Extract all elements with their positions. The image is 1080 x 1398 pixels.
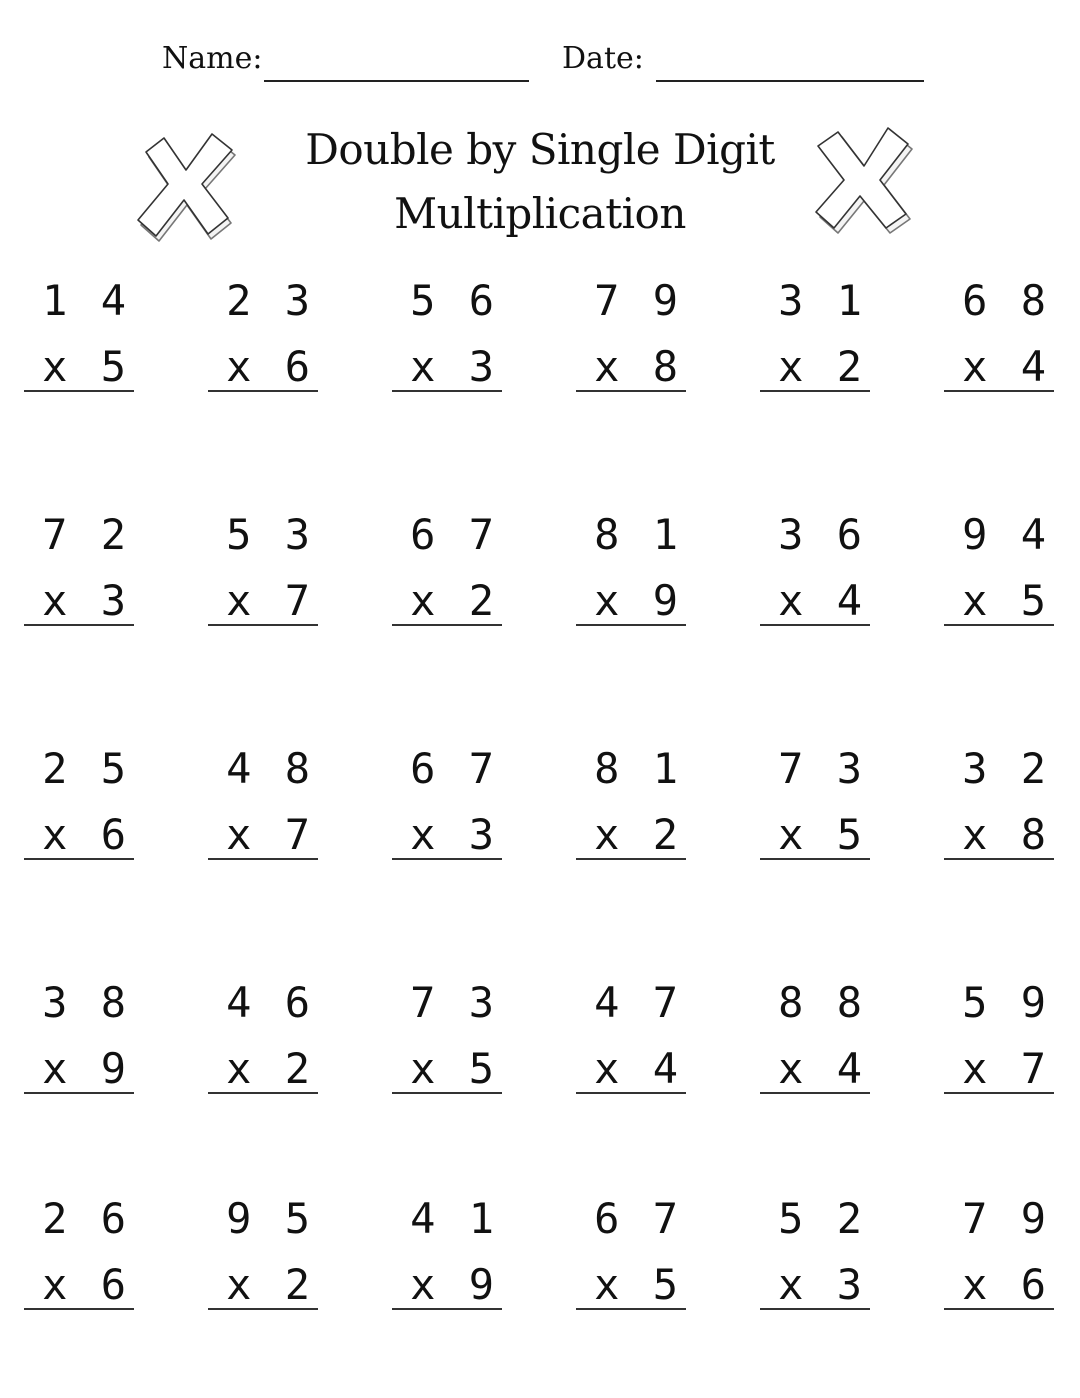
name-blank-line[interactable] <box>264 50 529 82</box>
multiplier: x 5 <box>410 1044 498 1093</box>
problem <box>392 276 502 410</box>
problem <box>760 276 870 410</box>
problem <box>392 744 502 878</box>
answer-line[interactable] <box>576 858 686 860</box>
multiplier: x 4 <box>778 1044 866 1093</box>
problem <box>576 744 686 878</box>
problem <box>944 510 1054 644</box>
answer-line[interactable] <box>24 1308 134 1310</box>
multiplicand: 3 2 <box>962 744 1050 793</box>
problem <box>392 510 502 644</box>
problem <box>392 1194 502 1328</box>
multiplier: x 7 <box>226 576 314 625</box>
multiplier: x 6 <box>42 1260 130 1309</box>
multiplicand: 5 3 <box>226 510 314 559</box>
problem <box>24 744 134 878</box>
title-line-1: Double by Single Digit <box>305 125 775 174</box>
problem <box>760 510 870 644</box>
answer-line[interactable] <box>944 390 1054 392</box>
answer-line[interactable] <box>24 1092 134 1094</box>
answer-line[interactable] <box>392 624 502 626</box>
problem <box>576 978 686 1112</box>
title-line-2: Multiplication <box>394 189 686 238</box>
multiplier: x 4 <box>778 576 866 625</box>
multiplicand: 5 9 <box>962 978 1050 1027</box>
worksheet-title <box>140 118 940 246</box>
answer-line[interactable] <box>944 858 1054 860</box>
multiplier: x 7 <box>962 1044 1050 1093</box>
multiplicand: 8 1 <box>594 744 682 793</box>
answer-line[interactable] <box>392 390 502 392</box>
answer-line[interactable] <box>576 1308 686 1310</box>
answer-line[interactable] <box>208 1308 318 1310</box>
multiplicand: 2 3 <box>226 276 314 325</box>
multiplicand: 6 7 <box>410 510 498 559</box>
multiplicand: 6 8 <box>962 276 1050 325</box>
answer-line[interactable] <box>944 1308 1054 1310</box>
multiplier: x 7 <box>226 810 314 859</box>
problem <box>760 744 870 878</box>
problem <box>24 510 134 644</box>
problem <box>208 744 318 878</box>
answer-line[interactable] <box>760 390 870 392</box>
multiplier: x 4 <box>962 342 1050 391</box>
answer-line[interactable] <box>24 390 134 392</box>
problem <box>208 978 318 1112</box>
multiplicand: 4 7 <box>594 978 682 1027</box>
problem <box>760 1194 870 1328</box>
problem <box>208 276 318 410</box>
multiplicand: 3 8 <box>42 978 130 1027</box>
problem <box>24 276 134 410</box>
date-blank-line[interactable] <box>656 50 924 82</box>
multiplicand: 7 3 <box>410 978 498 1027</box>
multiplier: x 2 <box>594 810 682 859</box>
answer-line[interactable] <box>576 1092 686 1094</box>
answer-line[interactable] <box>208 624 318 626</box>
name-label: Name: <box>162 41 263 76</box>
multiplicand: 7 2 <box>42 510 130 559</box>
multiplicand: 6 7 <box>410 744 498 793</box>
answer-line[interactable] <box>760 1092 870 1094</box>
multiplier: x 5 <box>42 342 130 391</box>
problem <box>24 1194 134 1328</box>
problem <box>944 744 1054 878</box>
date-field <box>562 41 924 82</box>
problem <box>576 510 686 644</box>
answer-line[interactable] <box>24 624 134 626</box>
answer-line[interactable] <box>392 858 502 860</box>
multiplicand: 4 1 <box>410 1194 498 1243</box>
problem <box>208 510 318 644</box>
multiplier: x 4 <box>594 1044 682 1093</box>
multiplicand: 2 5 <box>42 744 130 793</box>
answer-line[interactable] <box>24 858 134 860</box>
multiplier: x 8 <box>962 810 1050 859</box>
problem <box>24 978 134 1112</box>
multiplier: x 9 <box>42 1044 130 1093</box>
answer-line[interactable] <box>208 858 318 860</box>
answer-line[interactable] <box>576 390 686 392</box>
multiplicand: 3 6 <box>778 510 866 559</box>
answer-line[interactable] <box>944 1092 1054 1094</box>
multiplier: x 2 <box>226 1260 314 1309</box>
answer-line[interactable] <box>208 1092 318 1094</box>
problem <box>944 1194 1054 1328</box>
problem <box>208 1194 318 1328</box>
problem <box>944 978 1054 1112</box>
multiplier: x 5 <box>962 576 1050 625</box>
name-field <box>162 41 529 82</box>
multiplicand: 7 3 <box>778 744 866 793</box>
multiplier: x 2 <box>778 342 866 391</box>
multiplicand: 8 8 <box>778 978 866 1027</box>
multiplicand: 4 6 <box>226 978 314 1027</box>
answer-line[interactable] <box>208 390 318 392</box>
multiplier: x 9 <box>594 576 682 625</box>
multiplicand: 3 1 <box>778 276 866 325</box>
multiplier: x 3 <box>410 810 498 859</box>
multiplier: x 3 <box>778 1260 866 1309</box>
multiplier: x 6 <box>226 342 314 391</box>
answer-line[interactable] <box>576 624 686 626</box>
answer-line[interactable] <box>392 1308 502 1310</box>
answer-line[interactable] <box>760 858 870 860</box>
multiplicand: 2 6 <box>42 1194 130 1243</box>
multiplicand: 4 8 <box>226 744 314 793</box>
multiplicand: 9 5 <box>226 1194 314 1243</box>
date-label: Date: <box>562 41 644 76</box>
multiplicand: 5 2 <box>778 1194 866 1243</box>
problem <box>392 978 502 1112</box>
answer-line[interactable] <box>760 624 870 626</box>
multiplier: x 8 <box>594 342 682 391</box>
multiplicand: 7 9 <box>962 1194 1050 1243</box>
multiplier: x 6 <box>962 1260 1050 1309</box>
multiplicand: 5 6 <box>410 276 498 325</box>
multiplicand: 1 4 <box>42 276 130 325</box>
multiplier: x 5 <box>594 1260 682 1309</box>
multiplicand: 7 9 <box>594 276 682 325</box>
multiplicand: 9 4 <box>962 510 1050 559</box>
multiplier: x 3 <box>42 576 130 625</box>
problem <box>760 978 870 1112</box>
multiplier: x 6 <box>42 810 130 859</box>
multiplier: x 3 <box>410 342 498 391</box>
problem <box>576 1194 686 1328</box>
answer-line[interactable] <box>944 624 1054 626</box>
multiplier: x 9 <box>410 1260 498 1309</box>
answer-line[interactable] <box>392 1092 502 1094</box>
multiplier: x 2 <box>226 1044 314 1093</box>
multiplier: x 5 <box>778 810 866 859</box>
multiplicand: 8 1 <box>594 510 682 559</box>
problem <box>944 276 1054 410</box>
problem <box>576 276 686 410</box>
multiplicand: 6 7 <box>594 1194 682 1243</box>
multiplier: x 2 <box>410 576 498 625</box>
answer-line[interactable] <box>760 1308 870 1310</box>
